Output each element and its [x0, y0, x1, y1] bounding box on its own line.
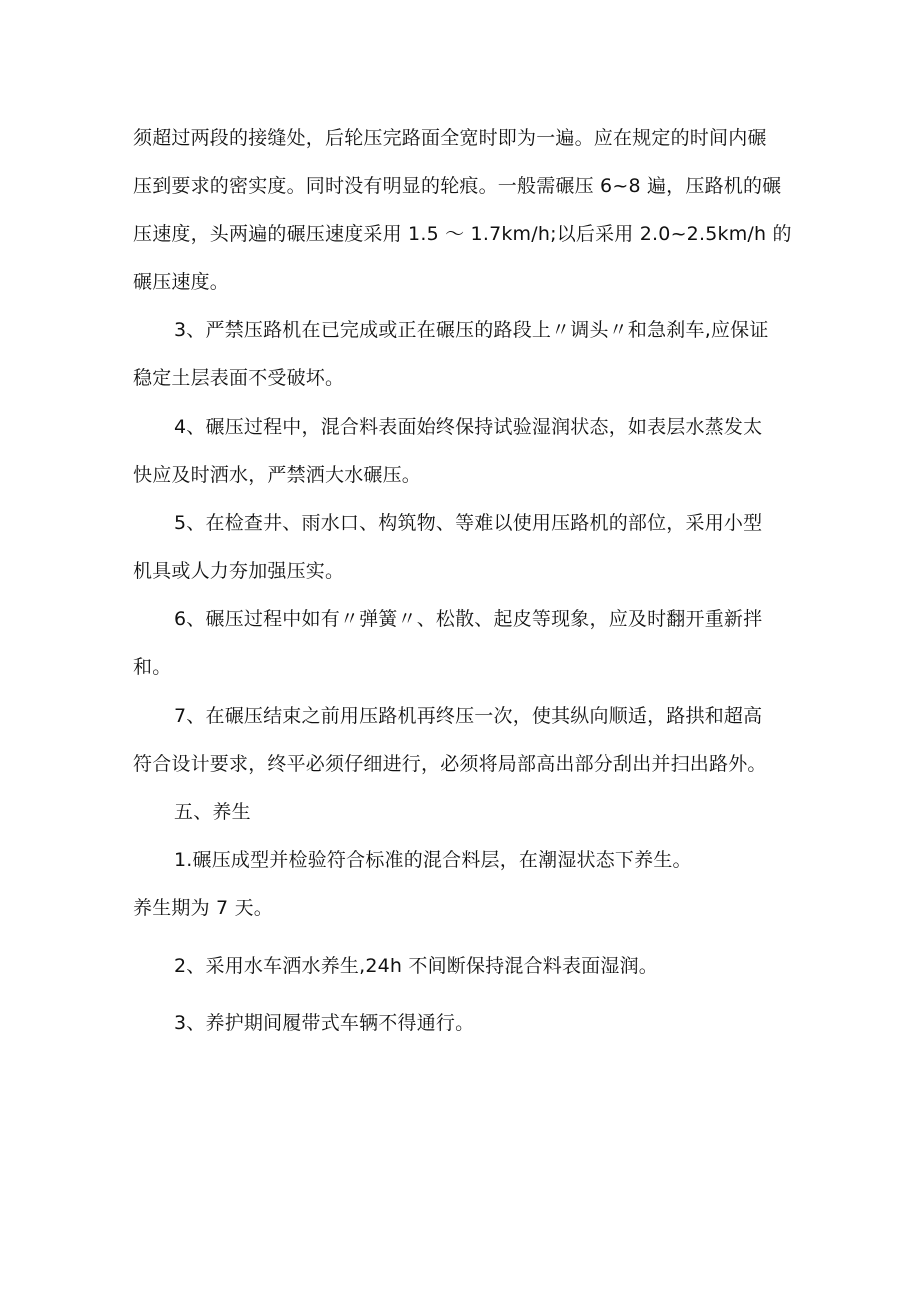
text-line: 须超过两段的接缝处，后轮压完路面全宽时即为一遍。应在规定的时间内碾 [133, 127, 767, 149]
text-line: 5、在检查井、雨水口、构筑物、等难以使用压路机的部位，采用小型 [174, 512, 763, 534]
text-line: 快应及时洒水，严禁洒大水碾压。 [133, 464, 422, 486]
text-line: 3、养护期间履带式车辆不得通行。 [174, 1012, 475, 1034]
text-line: 2、采用水车洒水养生,24h 不间断保持混合料表面湿润。 [174, 955, 658, 977]
text-line: 碾压速度。 [133, 271, 230, 293]
text-line: 养生期为 7 天。 [133, 897, 273, 919]
text-line: 1.碾压成型并检验符合标准的混合料层，在潮湿状态下养生。 [174, 849, 692, 871]
text-line: 符合设计要求，终平必须仔细进行，必须将局部高出部分刮出并扫出路外。 [133, 753, 767, 775]
text-line: 压速度，头两遍的碾压速度采用 1.5 ～ 1.7km/h;以后采用 2.0~2.5km/h 的 [133, 223, 792, 245]
section-heading: 五、养生 [174, 801, 251, 823]
text-line: 7、在碾压结束之前用压路机再终压一次，使其纵向顺适，路拱和超高 [174, 705, 763, 727]
text-line: 稳定土层表面不受破坏。 [133, 367, 345, 389]
text-line: 3、严禁压路机在已完成或正在碾压的路段上〃调头〃和急刹车,应保证 [174, 319, 769, 341]
text-line: 机具或人力夯加强压实。 [133, 560, 345, 582]
text-line: 6、碾压过程中如有〃弹簧〃、松散、起皮等现象，应及时翻开重新拌 [174, 608, 763, 630]
text-line: 和。 [133, 656, 172, 678]
text-line: 4、碾压过程中，混合料表面始终保持试验湿润状态，如表层水蒸发太 [174, 416, 763, 438]
text-line: 压到要求的密实度。同时没有明显的轮痕。一般需碾压 6~8 遍，压路机的碾 [133, 175, 782, 197]
